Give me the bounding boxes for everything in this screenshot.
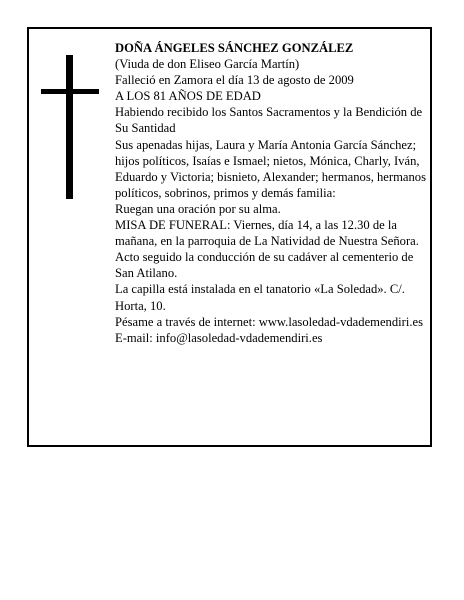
notice-text bbox=[115, 40, 427, 346]
cross-icon bbox=[41, 55, 99, 199]
age-line: A LOS 81 AÑOS DE EDAD bbox=[115, 89, 261, 104]
cross-vertical-bar bbox=[66, 55, 73, 199]
family-paragraph: Sus apenadas hijas, Laura y María Antonia García Sánchez; hijos políticos, Isaías e Ismael; nietos, Mónica, Charly, Iván, Eduardo y Victoria; bisnieto, Alexander; hermanos, hermanos políticos, sobrinos, primos y demás familia: bbox=[115, 137, 426, 200]
email-line: E-mail: info@lasoledad-vdademendiri.es bbox=[115, 330, 323, 345]
sacraments-paragraph: Habiendo recibido los Santos Sacramentos y la Bendición de Su Santidad bbox=[115, 105, 423, 136]
cross-horizontal-bar bbox=[41, 89, 99, 94]
chapel-paragraph: La capilla está instalada en el tanatorio «La Soledad». C/. Horta, 10. bbox=[115, 282, 405, 313]
prayer-line: Ruegan una oración por su alma. bbox=[115, 201, 281, 216]
obituary-notice bbox=[27, 27, 432, 447]
funeral-paragraph: MISA DE FUNERAL: Viernes, día 14, a las 12.30 de la mañana, en la parroquia de La Natividad de Nuestra Señora. Acto seguido la conducción de su cadáver al cementerio de San Atilano. bbox=[115, 218, 419, 281]
widow-of-line: (Viuda de don Eliseo García Martín) bbox=[115, 57, 300, 72]
deceased-name: DOÑA ÁNGELES SÁNCHEZ GONZÁLEZ bbox=[115, 41, 354, 55]
condolences-line: Pésame a través de internet: www.lasoledad-vdademendiri.es bbox=[115, 314, 423, 329]
death-line: Falleció en Zamora el día 13 de agosto de 2009 bbox=[115, 73, 354, 88]
